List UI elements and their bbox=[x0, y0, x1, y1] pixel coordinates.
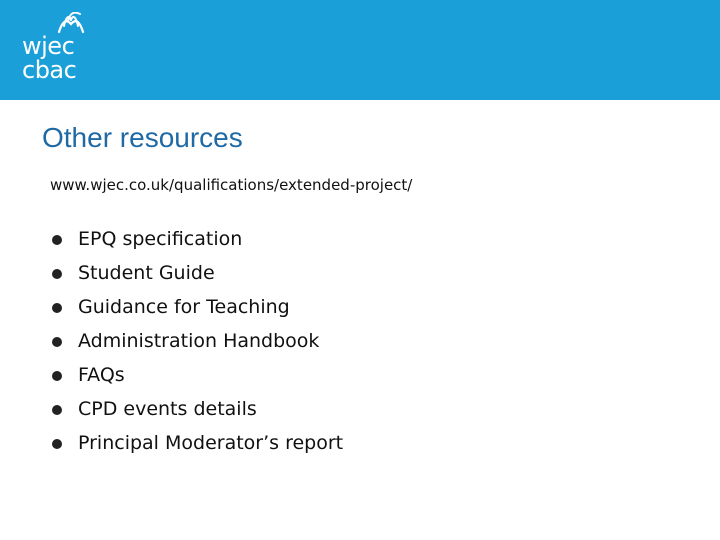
resource-list bbox=[52, 222, 343, 460]
bullet-icon bbox=[52, 337, 62, 347]
list-item bbox=[52, 290, 343, 324]
bullet-icon bbox=[52, 303, 62, 313]
bullet-icon bbox=[52, 371, 62, 381]
list-item bbox=[52, 222, 343, 256]
bullet-icon bbox=[52, 405, 62, 415]
bullet-icon bbox=[52, 235, 62, 245]
list-item bbox=[52, 358, 343, 392]
list-item-label: Principal Moderator’s report bbox=[78, 432, 344, 454]
resource-url[interactable]: www.wjec.co.uk/qualifications/extended-project/ bbox=[50, 176, 413, 194]
list-item bbox=[52, 392, 343, 426]
wjec-cbac-logo[interactable] bbox=[22, 12, 92, 84]
list-item bbox=[52, 324, 343, 358]
bullet-icon bbox=[52, 439, 62, 449]
list-item bbox=[52, 256, 343, 290]
logo-text-wjec: wjec bbox=[22, 32, 75, 60]
bullet-icon bbox=[52, 269, 62, 279]
list-item-label: FAQs bbox=[78, 364, 125, 386]
list-item-label: Administration Handbook bbox=[78, 330, 320, 352]
list-item-label: EPQ specification bbox=[78, 228, 243, 250]
open-book-icon bbox=[56, 12, 86, 34]
list-item-label: Guidance for Teaching bbox=[78, 296, 290, 318]
logo-text-cbac: cbac bbox=[22, 56, 77, 84]
header-band bbox=[0, 0, 720, 100]
page-title: Other resources bbox=[42, 122, 243, 153]
list-item-label: Student Guide bbox=[78, 262, 215, 284]
list-item bbox=[52, 426, 343, 460]
list-item-label: CPD events details bbox=[78, 398, 257, 420]
